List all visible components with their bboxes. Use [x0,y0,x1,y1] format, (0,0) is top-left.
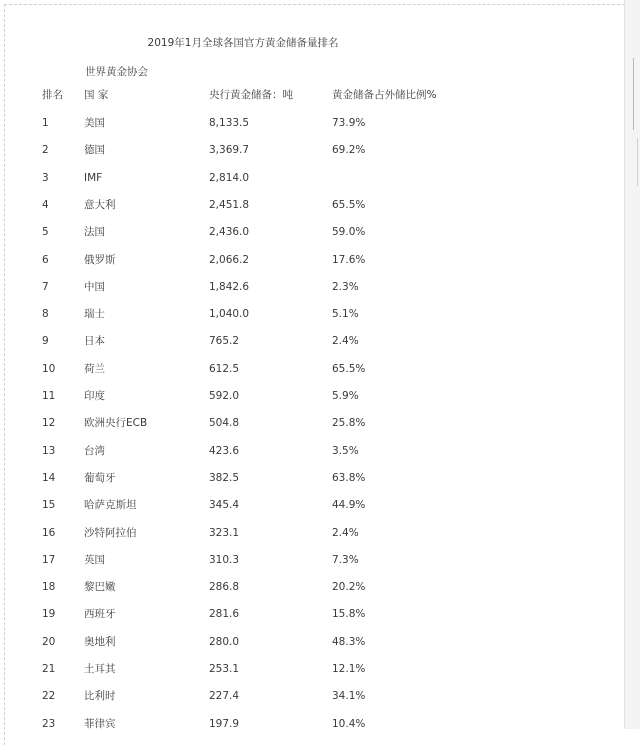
share-cell: 10.4% [332,717,366,730]
share-cell: 12.1% [332,663,366,675]
tonnes-cell: 612.5 [209,362,240,375]
tonnes-cell: 323.1 [209,526,240,539]
table-row [5,444,625,471]
tonnes-cell: 1,842.6 [209,280,250,293]
table-row [5,116,625,143]
rank-cell: 8 [42,308,49,321]
country-cell: 瑞士 [84,308,105,321]
rank-cell: 11 [42,390,56,402]
source-label: 世界黄金协会 [85,66,148,78]
rank-cell: 3 [42,171,49,184]
share-cell: 44.9% [332,499,366,512]
rank-cell: 18 [42,581,56,594]
share-cell: 2.4% [332,526,359,539]
country-cell: 德国 [84,144,105,157]
tonnes-cell: 3,369.7 [209,144,250,157]
rank-cell: 14 [42,471,56,484]
table-row [5,225,625,252]
country-cell: 土耳其 [84,663,116,675]
share-cell: 5.1% [332,308,359,321]
rank-cell: 2 [42,144,49,157]
rank-cell: 9 [42,335,49,348]
tonnes-cell: 310.3 [209,553,240,566]
country-cell: 菲律宾 [84,717,116,730]
header-country: 国 家 [84,89,109,101]
tonnes-cell: 8,133.5 [209,117,250,129]
tonnes-cell: 1,040.0 [209,308,250,321]
country-cell: 比利时 [84,690,116,703]
country-cell: 哈萨克斯坦 [84,499,137,512]
tonnes-cell: 281.6 [209,608,240,621]
country-cell: 日本 [84,335,105,348]
country-cell: 美国 [84,117,105,129]
spreadsheet-area [4,4,625,745]
tonnes-cell: 423.6 [209,444,240,457]
share-cell: 65.5% [332,198,366,211]
rank-cell: 6 [42,253,49,266]
scrollbar[interactable] [624,0,640,729]
tonnes-cell: 2,436.0 [209,226,250,239]
table-row [5,553,625,580]
country-cell: 意大利 [84,198,116,211]
header-gold-tonnes: 央行黄金储备：吨 [209,89,293,101]
tonnes-cell: 2,814.0 [209,171,250,184]
share-cell: 63.8% [332,471,366,484]
rank-cell: 10 [42,362,56,375]
country-cell: 中国 [84,280,105,293]
rank-cell: 16 [42,526,56,539]
country-cell: 俄罗斯 [84,253,116,266]
tonnes-cell: 253.1 [209,663,240,675]
rank-cell: 21 [42,663,56,675]
rank-cell: 20 [42,635,56,648]
table-row [5,689,625,716]
table-row [5,607,625,634]
country-cell: 沙特阿拉伯 [84,526,137,539]
table-row [5,171,625,198]
table-row [5,362,625,389]
header-row [5,88,625,115]
country-cell: 台湾 [84,444,105,457]
table-row [5,526,625,553]
share-cell: 5.9% [332,390,359,402]
share-cell: 73.9% [332,117,366,129]
share-cell: 69.2% [332,144,366,157]
header-gold-share: 黄金储备占外储比例% [332,89,437,101]
tonnes-cell: 2,066.2 [209,253,250,266]
rank-cell: 5 [42,226,49,239]
table-row [5,498,625,525]
country-cell: 英国 [84,553,105,566]
tonnes-cell: 280.0 [209,635,240,648]
tonnes-cell: 227.4 [209,690,240,703]
country-cell: 法国 [84,226,105,239]
table-row [5,334,625,361]
rank-cell: 12 [42,417,56,430]
rank-cell: 19 [42,608,56,621]
table-row [5,471,625,498]
tonnes-cell: 592.0 [209,390,240,402]
table-row [5,662,625,689]
tonnes-cell: 286.8 [209,581,240,594]
share-cell: 17.6% [332,253,366,266]
table-row [5,635,625,662]
country-cell: 西班牙 [84,608,116,621]
rank-cell: 13 [42,444,56,457]
country-cell: 葡萄牙 [84,471,116,484]
header-rank: 排名 [42,89,63,101]
share-cell: 59.0% [332,226,366,239]
tonnes-cell: 504.8 [209,417,240,430]
rank-cell: 17 [42,553,56,566]
table-row [5,580,625,607]
table-row [5,307,625,334]
country-cell: 奥地利 [84,635,116,648]
rank-cell: 22 [42,690,56,703]
table-row [5,143,625,170]
table-row [5,389,625,416]
table-row [5,253,625,280]
share-cell: 25.8% [332,417,366,430]
rank-cell: 23 [42,717,56,730]
tonnes-cell: 765.2 [209,335,240,348]
country-cell: 印度 [84,390,105,402]
rank-cell: 15 [42,499,56,512]
country-cell: IMF [84,171,103,184]
tonnes-cell: 382.5 [209,471,240,484]
share-cell: 34.1% [332,690,366,703]
share-cell: 7.3% [332,553,359,566]
share-cell: 15.8% [332,608,366,621]
rank-cell: 7 [42,280,49,293]
country-cell: 欧洲央行ECB [84,417,148,430]
tonnes-cell: 197.9 [209,717,240,730]
rank-cell: 4 [42,198,49,211]
country-cell: 黎巴嫩 [84,581,116,594]
tonnes-cell: 2,451.8 [209,198,250,211]
share-cell: 2.4% [332,335,359,348]
table-row [5,198,625,225]
scrollbar-thumb[interactable] [633,58,634,130]
table-row [5,280,625,307]
table-title: 2019年1月全球各国官方黄金储备量排名 [147,37,339,49]
tonnes-cell: 345.4 [209,499,240,512]
share-cell: 20.2% [332,581,366,594]
share-cell: 2.3% [332,280,359,293]
country-cell: 荷兰 [84,362,105,375]
rank-cell: 1 [42,117,49,129]
share-cell: 65.5% [332,362,366,375]
share-cell: 48.3% [332,635,366,648]
scrollbar-track-mark [637,138,638,186]
table-row [5,717,625,744]
table-row [5,416,625,443]
share-cell: 3.5% [332,444,359,457]
